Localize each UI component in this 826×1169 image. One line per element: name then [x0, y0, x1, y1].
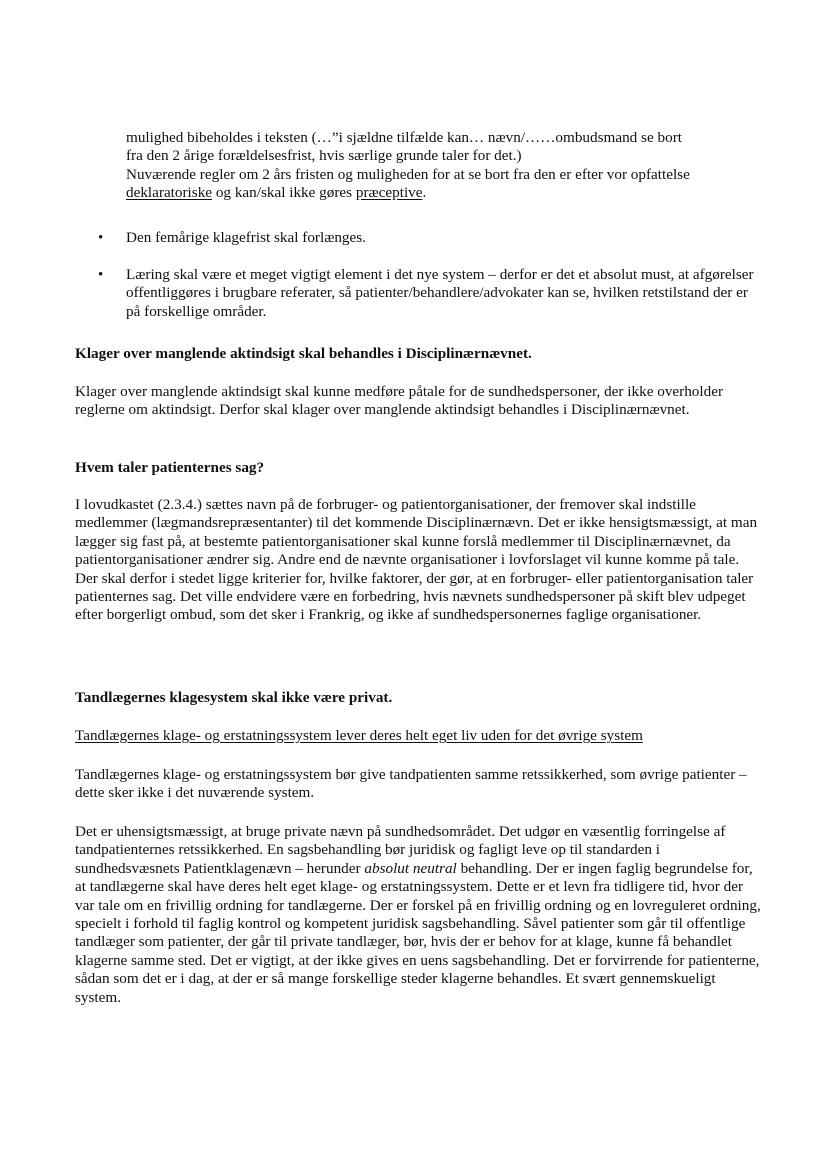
paragraph-tandlaeger-2 — [75, 823, 765, 1007]
term-deklaratoriske: deklaratoriske — [126, 184, 213, 202]
heading-aktindsigt: Klager over manglende aktindsigt skal behandles i Disciplinærnævnet. — [75, 345, 532, 362]
intro-mid-text: og kan/skal ikke gøres — [212, 184, 356, 202]
paragraph-tandlaeger-2-part-a: Det er uhensigtsmæssigt, at bruge private nævn på sundhedsområdet. Det udgør en væsentlig forringelse af tandpatienternes retssikkerhed. En sagsbehandling bør juridisk og fagligt leve op til standarden i sundhedsvæsnets Patientklagenævn – herunder — [75, 823, 726, 877]
paragraph-tandlaeger-1: Tandlægernes klage- og erstatningssystem bør give tandpatienten samme retssikkerhed, som øvrige patienter – dette sker ikke i det nuværende system. — [75, 766, 747, 802]
intro-paragraph — [126, 129, 766, 203]
bullet-item-laering: Læring skal være et meget vigtigt element i det nye system – derfor er det et absolut must, at afgørelser offentliggøres i brugbare referater, så patienter/behandlere/advokater kan se, hvilken retstilstand der er på forskellige områder. — [126, 266, 754, 320]
intro-line-1: mulighed bibeholdes i teksten (…”i sjældne tilfælde kan… nævn/……ombudsmand se bort — [126, 129, 682, 146]
paragraph-tandlaeger-2-part-b: behandling. Der er ingen faglig begrundelse for, at tandlægerne skal have deres helt eget klage- og erstatningssystem. Dette er et levn fra tidligere tid, hvor der var tale om en frivillig ordning for tandlægerne. Der er forskel på en frivillig ordning og en lovreguleret ordning, specielt i forhold til faglig kontrol og kompetent juridisk sagsbehandling. Såvel patienter som går til offentlige tandlæger som patienter, der går til private tandlæger, bør, hvis der er behov for at klage, kunne få behandlet klagerne samme sted. Det er vigtigt, at der ikke gives en uens sagsbehandling. Det er forvirrende for patienterne, sådan som det er i dag, at der er så mange forskellige steder klagerne behandles. Et svært gennemskueligt system. — [75, 859, 761, 1006]
paragraph-aktindsigt: Klager over manglende aktindsigt skal kunne medføre påtale for de sundhedspersoner, der ikke overholder reglerne om aktindsigt. Derfor skal klager over manglende aktindsigt behandles i Disciplinærnævnet. — [75, 383, 724, 419]
emphasis-absolut-neutral: absolut neutral — [364, 859, 457, 877]
bullet-marker: • — [98, 230, 104, 246]
subheading-tandlaeger: Tandlægernes klage- og erstatningssystem lever deres helt eget liv uden for det øvrige system — [75, 727, 643, 744]
intro-line-2: fra den 2 årige forældelsesfrist, hvis særlige grunde taler for det.) — [126, 147, 522, 165]
bullet-item-klagefrist: Den femårige klagefrist skal forlænges. — [126, 229, 366, 246]
bullet-marker: • — [98, 267, 104, 283]
paragraph-patienternes-sag: I lovudkastet (2.3.4.) sættes navn på de forbruger- og patientorganisationer, der fremover skal indstille medlemmer (lægmandsrepræsentanter) til det kommende Disciplinærnævn. Det er ikke hensigtsmæssigt, at man lægger sig fast på, at bestemte patientorganisationer skal kunne forslå medlemmer til Disciplinærnævnet, da patientorganisationer ændrer sig. Andre end de nævnte organisationer i lovforslaget vil kunne komme på tale. Der skal derfor i stedet ligge kriterier for, hvilke faktorer, der gør, at en forbruger- eller patientorganisation taler patienternes sag. Det ville endvidere være en forbedring, hvis nævnets sundhedspersoner på skift blev udpeget efter borgerligt ombud, som det sker i Frankrig, og ikke af sundhedspersonernes faglige organisationer. — [75, 496, 758, 624]
term-praeceptive: præceptive — [355, 184, 423, 202]
intro-line-3: Nuværende regler om 2 års fristen og muligheden for at se bort fra den er efter vor opfattelse — [126, 165, 690, 183]
heading-patienternes-sag: Hvem taler patienternes sag? — [75, 459, 265, 476]
heading-tandlaeger: Tandlægernes klagesystem skal ikke være privat. — [75, 689, 393, 706]
intro-end-text: . — [422, 184, 427, 202]
